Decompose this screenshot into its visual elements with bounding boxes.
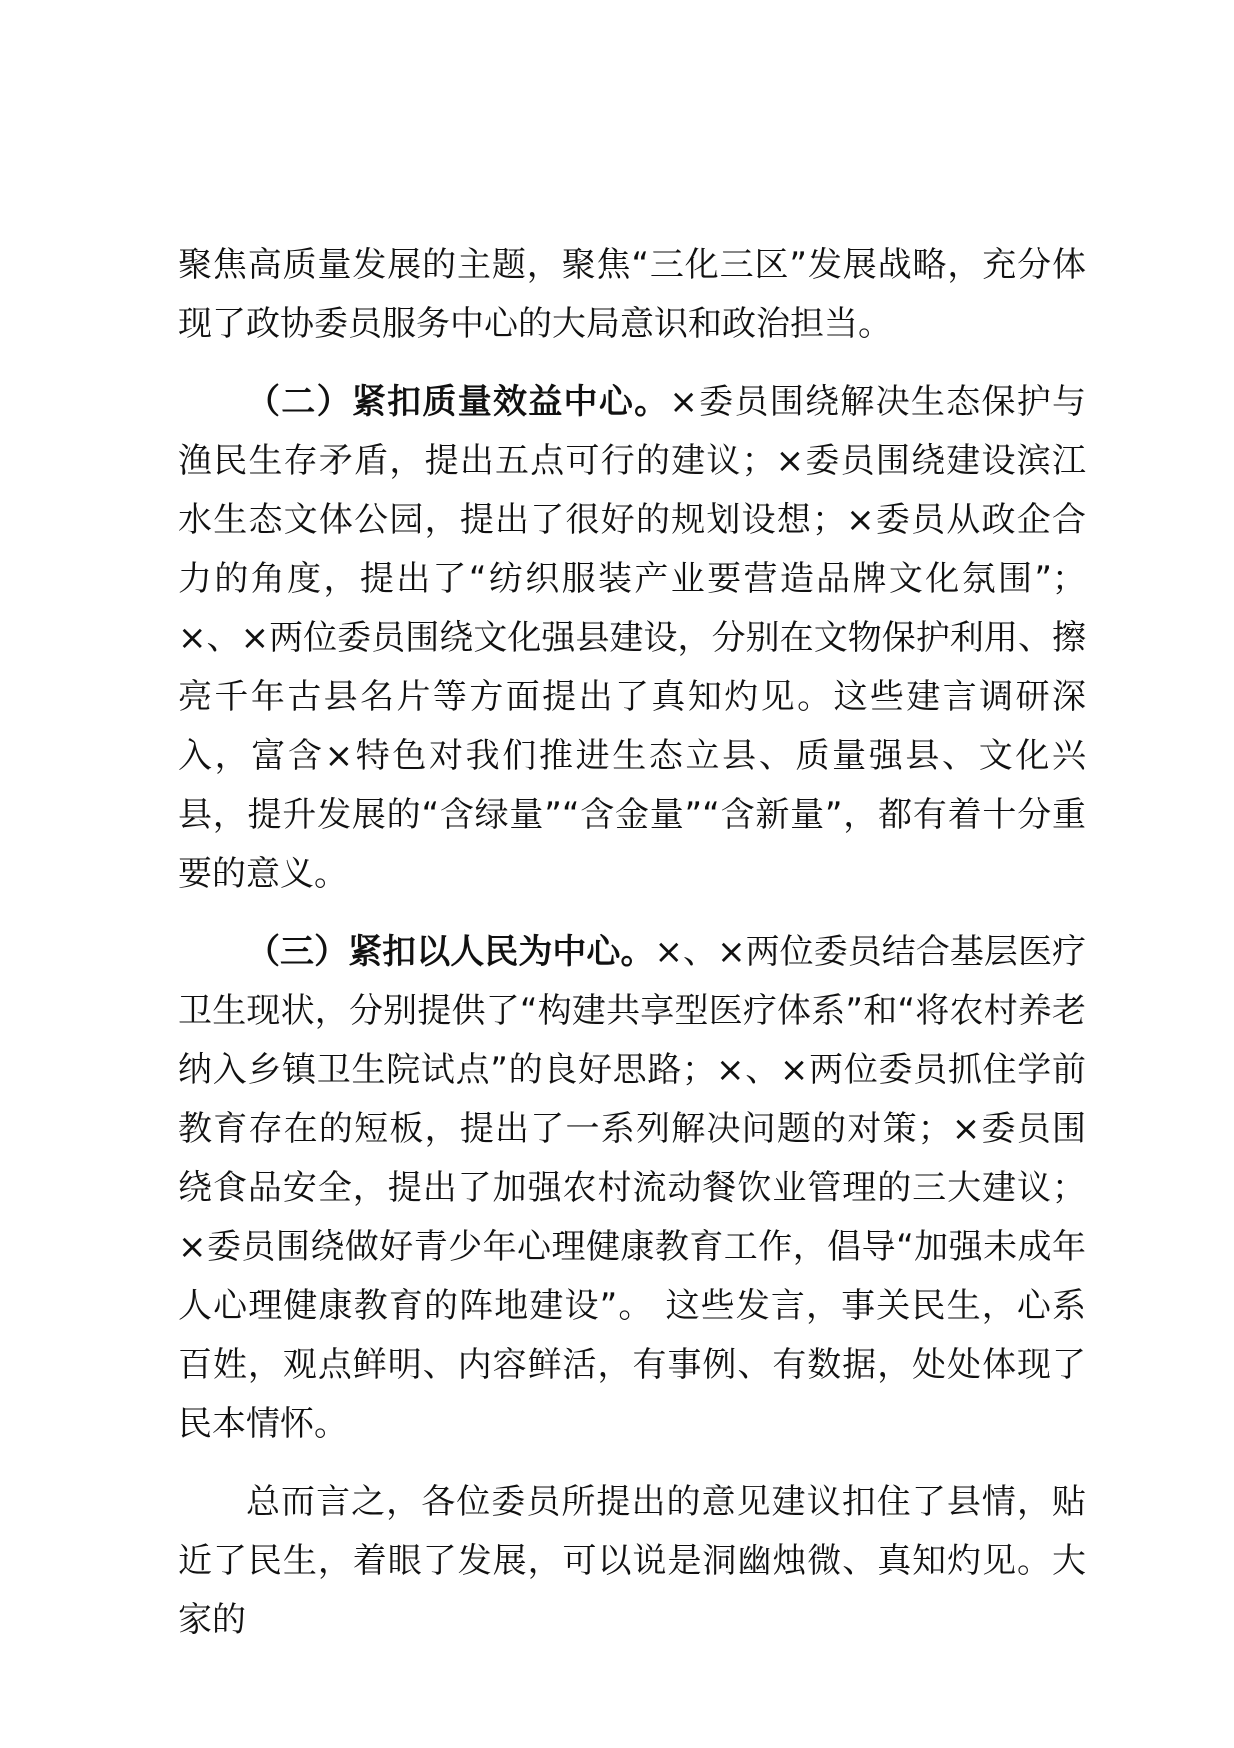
paragraph-text: ×委员围绕解决生态保护与渔民生存矛盾，提出五点可行的建议；×委员围绕建设滨江水生态文体公园，提出了很好的规划设想；×委员从政企合力的角度，提出了“纺织服装产业要营造品牌文化氛围”；×、×两位委员围绕文化强县建设，分别在文物保护利用、擦亮千年古县名片等方面提出了真知灼见。这些建言调研深入，富含×特色对我们推进生态立县、质量强县、文化兴县，提升发展的“含绿量”“含金量”“含新量”，都有着十分重要的意义。 xyxy=(178,382,1086,894)
paragraph-text: ×、×两位委员结合基层医疗卫生现状，分别提供了“构建共享型医疗体系”和“将农村养老纳入乡镇卫生院试点”的良好思路；×、×两位委员抓住学前教育存在的短板，提出了一系列解决问题的对策；×委员围绕食品安全，提出了加强农村流动餐饮业管理的三大建议；×委员围绕做好青少年心理健康教育工作，倡导“加强未成年人心理健康教育的阵地建设”。 这些发言，事关民生，心系百姓，观点鲜明、内容鲜活，有事例、有数据，处处体现了民本情怀。 xyxy=(178,932,1086,1444)
paragraph-quality-benefit xyxy=(178,373,1086,904)
section-heading-3: （三）紧扣以人民为中心。 xyxy=(246,932,655,972)
document-page xyxy=(178,236,1086,1650)
section-heading-2: （二）紧扣质量效益中心。 xyxy=(246,382,670,422)
paragraph-text: 总而言之，各位委员所提出的意见建议扣住了县情，贴近了民生，着眼了发展，可以说是洞幽烛微、真知灼见。大家的 xyxy=(178,1482,1086,1640)
paragraph-summary xyxy=(178,1473,1086,1650)
paragraph-continuation xyxy=(178,236,1086,354)
paragraph-text: 聚焦高质量发展的主题，聚焦“三化三区”发展战略，充分体现了政协委员服务中心的大局意识和政治担当。 xyxy=(178,245,1086,344)
paragraph-people-centered xyxy=(178,923,1086,1454)
